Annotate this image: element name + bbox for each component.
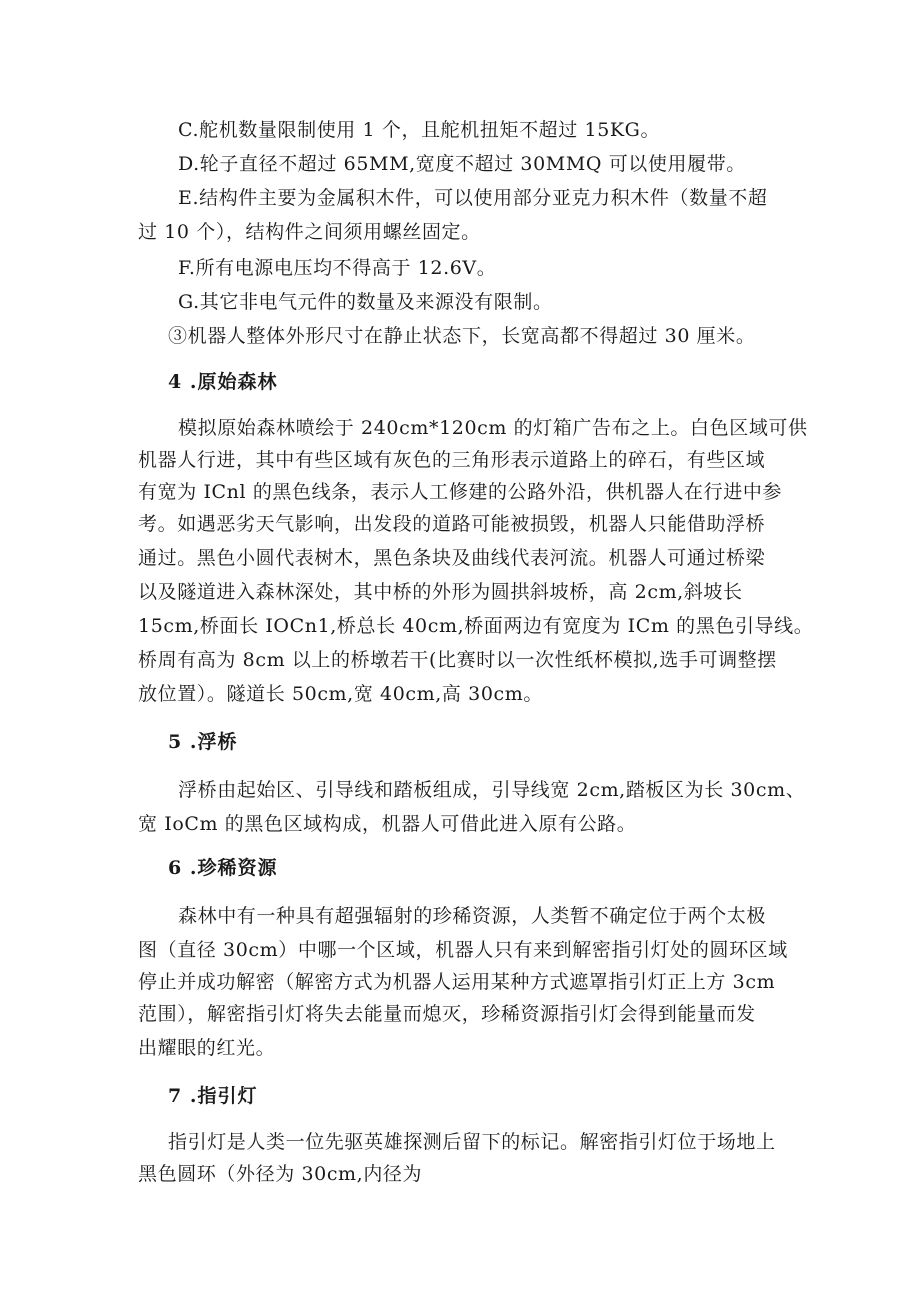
rule-size: ③机器人整体外形尺寸在静止状态下，长宽高都不得超过 30 厘米。 [168,325,756,347]
section-heading-7: 7 .指引灯 [168,1085,258,1107]
section7-line: 指引灯是人类一位先驱英雄探测后留下的标记。解密指引灯位于场地上 [168,1131,776,1153]
section7-line: 黑色圆环（外径为 30cm,内径为 [138,1163,423,1185]
section4-line: 机器人行进，其中有些区域有灰色的三角形表示道路上的碎石，有些区域 [138,449,766,471]
section4-line: 模拟原始森林喷绘于 240cm*120cm 的灯箱广告布之上。白色区域可供 [178,417,808,439]
rule-f: F.所有电源电压均不得高于 12.6V。 [178,257,497,279]
section-heading-6: 6 .珍稀资源 [168,857,278,879]
section6-line: 图（直径 30cm）中哪一个区域，机器人只有来到解密指引灯处的圆环区域 [138,939,788,961]
section6-line: 范围），解密指引灯将失去能量而熄灭，珍稀资源指引灯会得到能量而发 [138,1003,756,1025]
rule-g: G.其它非电气元件的数量及来源没有限制。 [178,291,553,313]
section4-line: 放位置）。隧道长 50cm,宽 40cm,高 30cm。 [138,683,544,705]
section-heading-5: 5 .浮桥 [168,731,238,753]
section-heading-4: 4 .原始森林 [168,371,278,393]
section4-line: 通过。黑色小圆代表树木，黑色条块及曲线代表河流。机器人可通过桥梁 [138,547,766,569]
section4-line: 考。如遇恶劣天气影响，出发段的道路可能被损毁，机器人只能借助浮桥 [138,513,766,535]
rule-d: D.轮子直径不超过 65MM,宽度不超过 30MMQ 可以使用履带。 [178,153,746,175]
section5-line: 浮桥由起始区、引导线和踏板组成，引导线宽 2cm,踏板区为长 30cm、 [178,779,806,801]
section6-line: 森林中有一种具有超强辐射的珍稀资源，人类暂不确定位于两个太极 [178,905,767,927]
section4-line: 以及隧道进入森林深处，其中桥的外形为圆拱斜坡桥，高 2cm,斜坡长 [138,581,743,603]
section4-line: 15cm,桥面长 IOCn1,桥总长 40cm,桥面两边有宽度为 ICm 的黑色引导线。 [138,615,814,637]
rule-e-line-2: 过 10 个），结构件之间须用螺丝固定。 [138,221,481,243]
section4-line: 桥周有高为 8cm 以上的桥墩若干(比赛时以一次性纸杯模拟,选手可调整摆 [138,649,777,671]
section6-line: 停止并成功解密（解密方式为机器人运用某种方式遮罩指引灯正上方 3cm [138,971,776,993]
section4-line: 有宽为 ICnl 的黑色线条，表示人工修建的公路外沿，供机器人在行进中参 [138,481,783,503]
rule-e-line-1: E.结构件主要为金属积木件，可以使用部分亚克力积木件（数量不超 [178,187,768,209]
section5-line: 宽 IoCm 的黑色区域构成，机器人可借此进入原有公路。 [138,813,637,835]
section6-line: 出耀眼的红光。 [138,1037,276,1059]
rule-c: C.舵机数量限制使用 1 个，且舵机扭矩不超过 15KG。 [178,119,661,141]
